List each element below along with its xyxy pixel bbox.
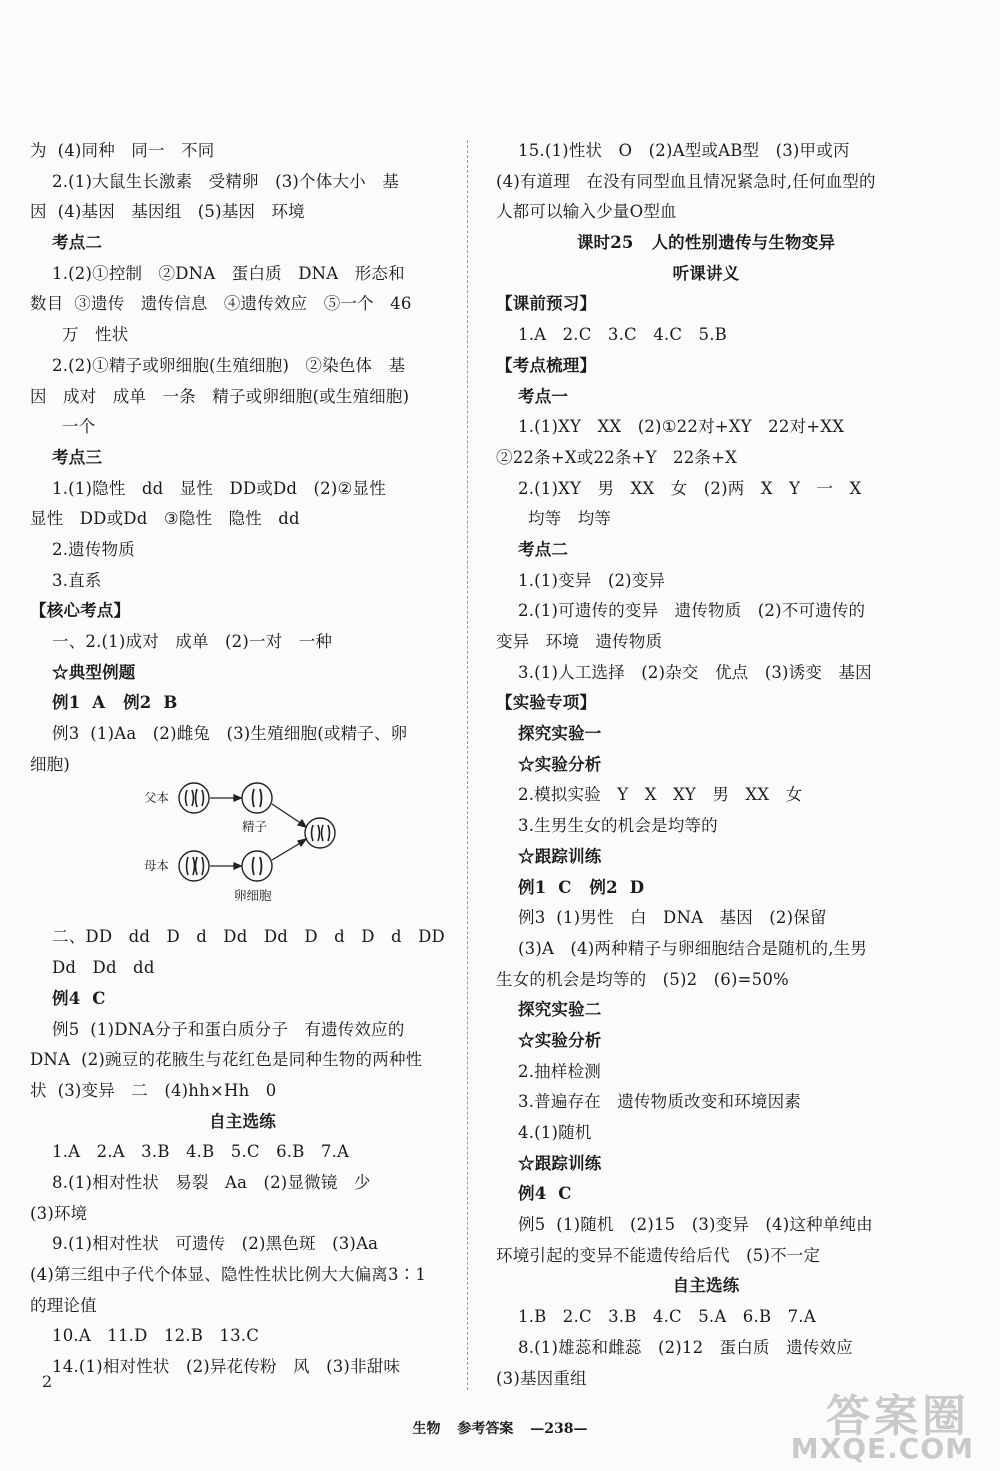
egg-cell [242, 851, 272, 881]
right-line: (3)A (4)两种精子与卵细胞结合是随机的,生男 [518, 938, 868, 958]
right-line: ☆实验分析 [518, 754, 602, 774]
left-line: 例5 (1)DNA分子和蛋白质分子 有遗传效应的 [52, 1019, 405, 1039]
mother-label: 母本 [144, 858, 170, 874]
left-line: 因 成对 成单 一条 精子或卵细胞(或生殖细胞) [30, 386, 410, 406]
genetics-diagram [30, 780, 455, 922]
watermark-logo [728, 1380, 978, 1465]
left-line: 3.直系 [52, 570, 102, 590]
left-line: 2.(2)①精子或卵细胞(生殖细胞) ②染色体 基 [52, 355, 406, 375]
left-line: 万 性状 [62, 325, 129, 345]
left-line: 考点二 [52, 233, 103, 253]
diagram-svg [30, 780, 360, 922]
right-line: 3.生男生女的机会是均等的 [518, 816, 718, 836]
right-line: 1.A 2.C 3.C 4.C 5.B [518, 325, 727, 345]
right-line: 2.模拟实验 Y X XY 男 XX 女 [518, 785, 803, 805]
right-line: 3.普遍存在 遗传物质改变和环境因素 [518, 1092, 801, 1112]
left-line: 例4 C [52, 988, 106, 1008]
arrowhead-2 [234, 863, 241, 869]
left-line: 二、DD dd D d Dd Dd D d D d DD [52, 927, 445, 947]
right-line: ☆跟踪训练 [518, 1153, 602, 1173]
right-line: ☆跟踪训练 [518, 846, 602, 866]
left-line: 因 (4)基因 基因组 (5)基因 环境 [30, 202, 305, 222]
right-line: 自主选练 [672, 1276, 740, 1296]
left-line: 9.(1)相对性状 可遗传 (2)黑色斑 (3)Aa [52, 1234, 379, 1254]
right-line: 【考点梳理】 [496, 355, 597, 375]
right-line: 1.B 2.C 3.B 4.C 5.A 6.B 7.A [518, 1307, 816, 1327]
watermark-bottom: MXQE.COM [790, 1432, 974, 1465]
right-column [496, 136, 916, 1394]
right-line: 4.(1)随机 [518, 1123, 592, 1142]
right-line: 均等 均等 [528, 509, 612, 529]
right-line: 2.(1)可遗传的变异 遗传物质 (2)不可遗传的 [518, 601, 866, 621]
left-line: 8.(1)相对性状 易裂 Aa (2)显微镜 少 [52, 1172, 371, 1192]
right-line: 课时25 人的性别遗传与生物变异 [576, 233, 836, 253]
right-line: 探究实验一 [518, 724, 602, 744]
sperm-cell [242, 783, 272, 813]
arrowhead-4 [298, 839, 306, 846]
left-column [30, 136, 455, 1383]
left-line: 1.(2)①控制 ②DNA 蛋白质 DNA 形态和 [52, 263, 405, 283]
right-line: 探究实验二 [518, 1000, 602, 1020]
right-line: ②22条+X或22条+Y 22条+X [496, 447, 738, 467]
right-line: 1.(1)XY XX (2)①22对+XY 22对+XX [518, 417, 845, 437]
sperm-label: 精子 [242, 819, 268, 835]
left-line: ☆典型例题 [52, 662, 136, 682]
right-line: 环境引起的变异不能遗传给后代 (5)不一定 [496, 1245, 821, 1265]
left-line: 的理论值 [30, 1295, 97, 1315]
right-line: 变异 环境 遗传物质 [496, 632, 663, 651]
left-line: (4)第三组中子代个体显、隐性性状比例大大偏离3∶1 [30, 1265, 427, 1284]
watermark-top: 答案圈 [826, 1391, 970, 1442]
left-line: 考点三 [52, 447, 103, 467]
left-line: 2.(1)大鼠生长激素 受精卵 (3)个体大小 基 [52, 171, 399, 191]
right-line: 例4 C [518, 1184, 572, 1204]
zygote-chromosomes [312, 825, 330, 841]
left-line: (3)环境 [30, 1203, 88, 1223]
arrowhead-1 [234, 795, 241, 801]
left-line: DNA (2)豌豆的花腋生与花红色是同种生物的两种性 [30, 1050, 423, 1070]
footer-answer: 参考答案 [457, 1421, 514, 1437]
left-line: 14.(1)相对性状 (2)异花传粉 风 (3)非甜味 [52, 1357, 401, 1377]
right-line: 2.(1)XY 男 XX 女 (2)两 X Y 一 X [518, 478, 862, 498]
left-line: 细胞) [30, 754, 71, 774]
left-line: 一、2.(1)成对 成单 (2)一对 一种 [52, 632, 333, 651]
left-line: 例1 A 例2 B [52, 693, 178, 713]
right-line: 生女的机会是均等的 (5)2 (6)=50% [496, 969, 789, 989]
arrow-sperm-zygote [272, 804, 302, 824]
right-line: 8.(1)雄蕊和雌蕊 (2)12 蛋白质 遗传效应 [518, 1337, 853, 1357]
egg-label: 卵细胞 [234, 888, 272, 904]
right-line: 例1 C 例2 D [518, 877, 645, 897]
mother-chromosomes [187, 857, 204, 875]
father-label: 父本 [144, 790, 170, 806]
column-divider [467, 140, 468, 1390]
right-line: 听课讲义 [672, 263, 740, 283]
left-line: 数目 ③遗传 遗传信息 ④遗传效应 ⑤一个 46 [30, 294, 412, 314]
arrowhead-3 [298, 820, 306, 827]
right-line: 15.(1)性状 O (2)A型或AB型 (3)甲或丙 [518, 141, 850, 160]
left-line: 为 (4)同种 同一 不同 [30, 141, 215, 160]
footer-page: —238— [530, 1421, 588, 1437]
page-number: 2 [42, 1372, 53, 1391]
sperm-chromosome [253, 789, 262, 807]
footer-subject: 生物 [412, 1421, 441, 1437]
left-line: 1.A 2.A 3.B 4.B 5.C 6.B 7.A [52, 1142, 350, 1162]
left-line: 显性 DD或Dd ③隐性 隐性 dd [30, 509, 300, 529]
father-chromosomes [186, 789, 204, 807]
left-line: 一个 [62, 417, 96, 437]
right-line: 【实验专项】 [496, 693, 597, 713]
right-line: 1.(1)变异 (2)变异 [518, 570, 666, 590]
right-line: 2.抽样检测 [518, 1061, 601, 1081]
right-line: 例5 (1)随机 (2)15 (3)变异 (4)这种单纯由 [518, 1215, 873, 1235]
right-line: ☆实验分析 [518, 1030, 602, 1050]
left-line: 自主选练 [209, 1111, 276, 1131]
right-line: 【课前预习】 [496, 294, 597, 314]
left-line: 1.(1)隐性 dd 显性 DD或Dd (2)②显性 [52, 478, 386, 498]
right-line: (3)基因重组 [496, 1368, 587, 1388]
right-line: 考点一 [518, 386, 569, 406]
right-line: (4)有道理 在没有同型血且情况紧急时,任何血型的 [496, 171, 876, 191]
left-line: Dd Dd dd [52, 958, 155, 978]
left-line: 例3 (1)Aa (2)雌兔 (3)生殖细胞(或精子、卵 [52, 724, 408, 744]
right-line: 3.(1)人工选择 (2)杂交 优点 (3)诱变 基因 [518, 662, 872, 682]
left-line: 2.遗传物质 [52, 539, 135, 559]
egg-chromosome [253, 857, 262, 875]
right-line: 考点二 [518, 539, 569, 559]
right-line: 人都可以输入少量O型血 [496, 202, 677, 222]
left-line: 10.A 11.D 12.B 13.C [52, 1326, 260, 1346]
right-line: 例3 (1)男性 白 DNA 基因 (2)保留 [518, 908, 827, 928]
left-line: 【核心考点】 [30, 601, 131, 621]
arrow-egg-zygote [272, 842, 302, 860]
left-line: 状 (3)变异 二 (4)hh×Hh 0 [30, 1080, 277, 1100]
